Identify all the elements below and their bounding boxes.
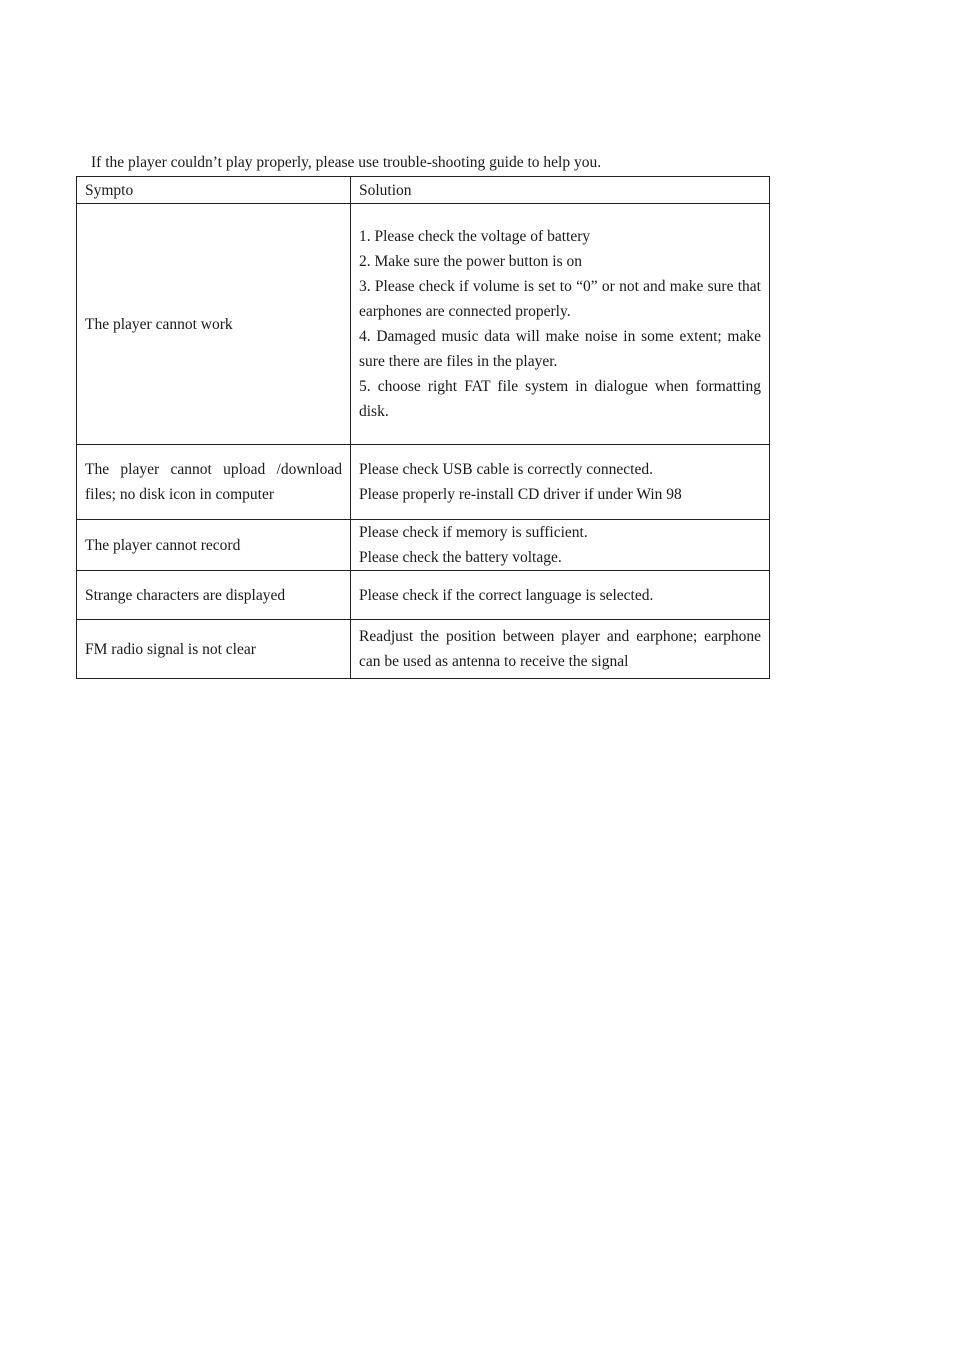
- solution-line: Readjust the position between player and earphone; earphone can be used as antenna to receive the signal: [359, 628, 761, 670]
- symptom-cell: The player cannot work: [77, 204, 351, 445]
- solution-cell: [351, 620, 770, 679]
- symptom-cell: Strange characters are displayed: [77, 571, 351, 620]
- solution-cell: [351, 571, 770, 620]
- troubleshooting-table: [76, 176, 770, 679]
- symptom-cell: The player cannot record: [77, 520, 351, 571]
- table-row: [77, 520, 770, 571]
- table-row: [77, 445, 770, 520]
- table-header-row: [77, 177, 770, 204]
- intro-text: If the player couldn’t play properly, please use trouble-shooting guide to help you.: [91, 154, 602, 171]
- solution-line: 1. Please check the voltage of battery: [359, 228, 591, 245]
- header-solution: Solution: [351, 177, 770, 204]
- solution-line: Please check if memory is sufficient.: [359, 524, 588, 541]
- solution-line: 4. Damaged music data will make noise in some extent; make sure there are files in the player.: [359, 328, 761, 370]
- solution-cell: [351, 520, 770, 571]
- solution-line: Please check if the correct language is selected.: [359, 586, 654, 604]
- solution-line: 5. choose right FAT file system in dialogue when formatting disk.: [359, 378, 761, 420]
- table-row: [77, 571, 770, 620]
- symptom-cell: The player cannot upload /download files; no disk icon in computer: [77, 445, 351, 520]
- solution-line: Please check the battery voltage.: [359, 549, 562, 566]
- solution-cell: [351, 445, 770, 520]
- symptom-cell: FM radio signal is not clear: [77, 620, 351, 679]
- table-row: [77, 204, 770, 445]
- table-row: [77, 620, 770, 679]
- solution-cell: [351, 204, 770, 445]
- solution-line: Please properly re-install CD driver if under Win 98: [359, 486, 682, 503]
- header-symptom: Sympto: [77, 177, 351, 204]
- solution-line: 2. Make sure the power button is on: [359, 253, 582, 270]
- solution-line: 3. Please check if volume is set to “0” or not and make sure that earphones are connected properly.: [359, 278, 761, 320]
- solution-line: Please check USB cable is correctly connected.: [359, 461, 653, 478]
